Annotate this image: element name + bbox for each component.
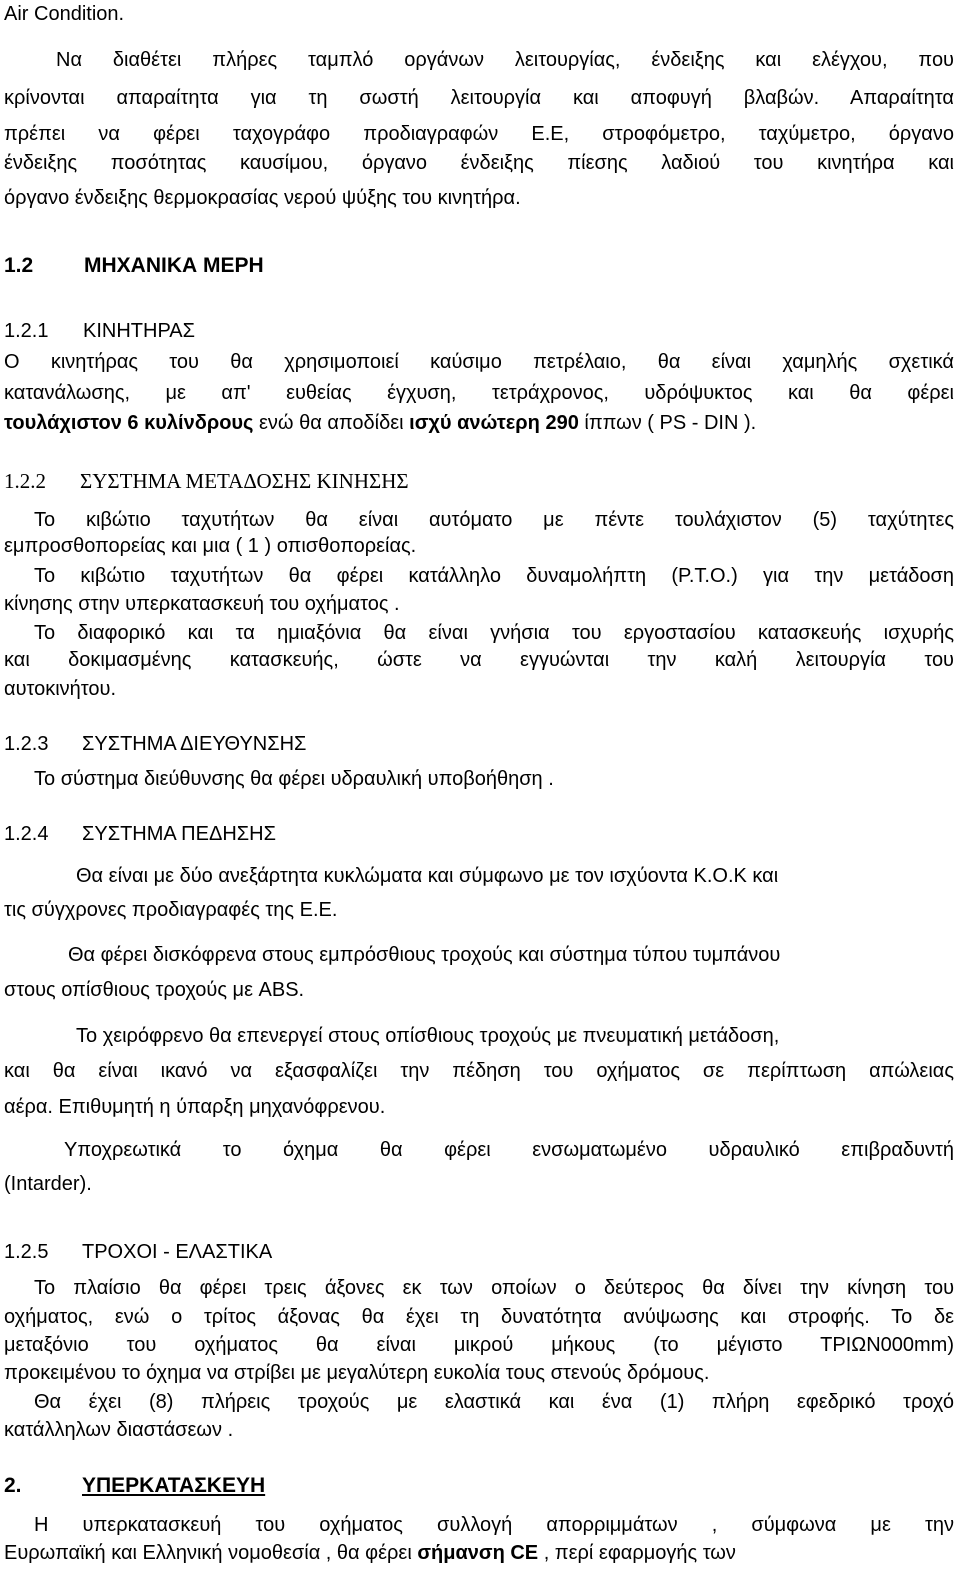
text-line: και θα είναι ικανό να εξασφαλίζει την πέδηση του οχήματος σε περίπτωση απώλειας bbox=[4, 1060, 954, 1082]
section-number: 1.2.4 bbox=[4, 823, 49, 845]
section-title: ΚΙΝΗΤΗΡΑΣ bbox=[83, 320, 196, 342]
bold-text: σήμανση CE bbox=[417, 1542, 539, 1564]
text-line: κατάλληλων διαστάσεων . bbox=[4, 1419, 234, 1441]
text-line: Υποχρεωτικά το όχημα θα φέρει ενσωματωμένο υδραυλικό επιβραδυντή bbox=[64, 1139, 954, 1161]
text-line: Να διαθέτει πλήρες ταμπλό οργάνων λειτουργίας, ένδειξης και ελέγχου, που bbox=[56, 49, 954, 71]
text-line: (Intarder). bbox=[4, 1173, 92, 1195]
text-line: στους οπίσθιους τροχούς με ABS. bbox=[4, 979, 305, 1001]
text-line: μεταξόνιο του οχήματος θα είναι μικρού μήκους (το μέγιστο ΤΡΙΩΝ000mm) bbox=[4, 1334, 954, 1356]
section-number: 1.2 bbox=[4, 254, 34, 277]
text-line: Το χειρόφρενο θα επενεργεί στους οπίσθιους τροχούς με πνευματική μετάδοση, bbox=[76, 1025, 780, 1047]
text-line: Air Condition. bbox=[4, 3, 125, 25]
section-title: ΤΡΟΧΟΙ - ΕΛΑΣΤΙΚΑ bbox=[82, 1241, 273, 1263]
section-number: 1.2.5 bbox=[4, 1241, 49, 1263]
text-line: ένδειξης ποσότητας καυσίμου, όργανο ένδειξης πίεσης λαδιού του κινητήρα και bbox=[4, 152, 954, 174]
section-title: ΣΥΣΤΗΜΑ ΜΕΤΑΔΟΣΗΣ ΚΙΝΗΣΗΣ bbox=[80, 469, 409, 493]
subsection-heading bbox=[4, 822, 954, 846]
section-number: 1.2.1 bbox=[4, 320, 49, 342]
bold-text: ισχύ ανώτερη 290 bbox=[409, 412, 579, 434]
text-line: Θα φέρει δισκόφρενα στους εμπρόσθιους τροχούς και σύστημα τύπου τυμπάνου bbox=[68, 944, 781, 966]
section-heading bbox=[4, 1474, 954, 1498]
subsection-heading bbox=[4, 1240, 954, 1264]
text-line: πρέπει να φέρει ταχογράφο προδιαγραφών Ε.Ε, στροφόμετρο, ταχύμετρο, όργανο bbox=[4, 123, 954, 145]
text-line: Ο κινητήρας του θα χρησιμοποιεί καύσιμο πετρέλαιο, θα είναι χαμηλής σχετικά bbox=[4, 351, 954, 373]
section-title: ΣΥΣΤΗΜΑ ΠΕΔΗΣΗΣ bbox=[82, 823, 276, 845]
section-number: 2. bbox=[4, 1474, 22, 1497]
text-line: Θα είναι με δύο ανεξάρτητα κυκλώματα και σύμφωνο με τον ισχύοντα Κ.Ο.Κ και bbox=[76, 865, 779, 887]
text-line: κατανάλωσης, με απ' ευθείας έγχυση, τετράχρονος, υδρόψυκτος και θα φέρει bbox=[4, 382, 954, 404]
text-line: και δοκιμασμένης κατασκευής, ώστε να εγγυώνται την καλή λειτουργία του bbox=[4, 649, 954, 671]
text-line: τις σύγχρονες προδιαγραφές της Ε.Ε. bbox=[4, 899, 338, 921]
text-line: όργανο ένδειξης θερμοκρασίας νερού ψύξης του κινητήρα. bbox=[4, 187, 521, 209]
text-line: Το διαφορικό και τα ημιαξόνια θα είναι γνήσια του εργοστασίου κατασκευής ισχυρής bbox=[34, 622, 954, 644]
text-line: Το πλαίσιο θα φέρει τρεις άξονες εκ των οποίων ο δεύτερος θα δίνει την κίνηση του bbox=[34, 1277, 954, 1299]
subsection-heading bbox=[4, 469, 954, 493]
text-line: κρίνονται απαραίτητα για τη σωστή λειτουργία και αποφυγή βλαβών. Απαραίτητα bbox=[4, 87, 954, 109]
section-title: ΜΗΧΑΝΙΚΑ ΜΕΡΗ bbox=[84, 254, 264, 277]
text-line: Θα έχει (8) πλήρεις τροχούς με ελαστικά και ένα (1) πλήρη εφεδρικό τροχό bbox=[34, 1391, 954, 1413]
text-line: τουλάχιστον 6 κυλίνδρους ενώ θα αποδίδει ισχύ ανώτερη 290 ίππων ( PS - DIN ). bbox=[4, 412, 757, 434]
text-line: Το σύστημα διεύθυνσης θα φέρει υδραυλική υποβοήθηση . bbox=[34, 768, 554, 790]
text-line: Το κιβώτιο ταχυτήτων θα είναι αυτόματο με πέντε τουλάχιστον (5) ταχύτητες bbox=[34, 509, 954, 531]
text-line: εμπροσθοπορείας και μια ( 1 ) οπισθοπορείας. bbox=[4, 535, 417, 557]
section-title: ΣΥΣΤΗΜΑ ΔΙΕΥΘΥΝΣΗΣ bbox=[82, 733, 307, 755]
text-line: οχήματος, ενώ ο τρίτος άξονας θα έχει τη δυνατότητα ανύψωσης και στροφής. Το δε bbox=[4, 1306, 954, 1328]
text-line: προκειμένου το όχημα να στρίβει με μεγαλύτερη ευκολία τους στενούς δρόμους. bbox=[4, 1362, 710, 1384]
section-number: 1.2.3 bbox=[4, 733, 49, 755]
text-line: κίνησης στην υπερκατασκευή του οχήματος . bbox=[4, 593, 400, 615]
section-number: 1.2.2 bbox=[4, 469, 46, 493]
text-line: Ευρωπαϊκή και Ελληνική νομοθεσία , θα φέρει σήμανση CE , περί εφαρμογής των bbox=[4, 1542, 736, 1564]
text-line: Το κιβώτιο ταχυτήτων θα φέρει κατάλληλο δυναμολήπτη (Ρ.Τ.Ο.) για την μετάδοση bbox=[34, 565, 954, 587]
section-heading bbox=[4, 254, 954, 278]
subsection-heading bbox=[4, 732, 954, 756]
bold-text: τουλάχιστον 6 κυλίνδρους bbox=[4, 412, 254, 434]
text-line: αυτοκινήτου. bbox=[4, 678, 117, 700]
section-title: ΥΠΕΡΚΑΤΑΣΚΕΥΗ bbox=[82, 1474, 266, 1497]
subsection-heading bbox=[4, 319, 954, 343]
text-line: Η υπερκατασκευή του οχήματος συλλογή απορριμμάτων , σύμφωνα με την bbox=[34, 1514, 954, 1536]
text-line: αέρα. Επιθυμητή η ύπαρξη μηχανόφρενου. bbox=[4, 1096, 386, 1118]
